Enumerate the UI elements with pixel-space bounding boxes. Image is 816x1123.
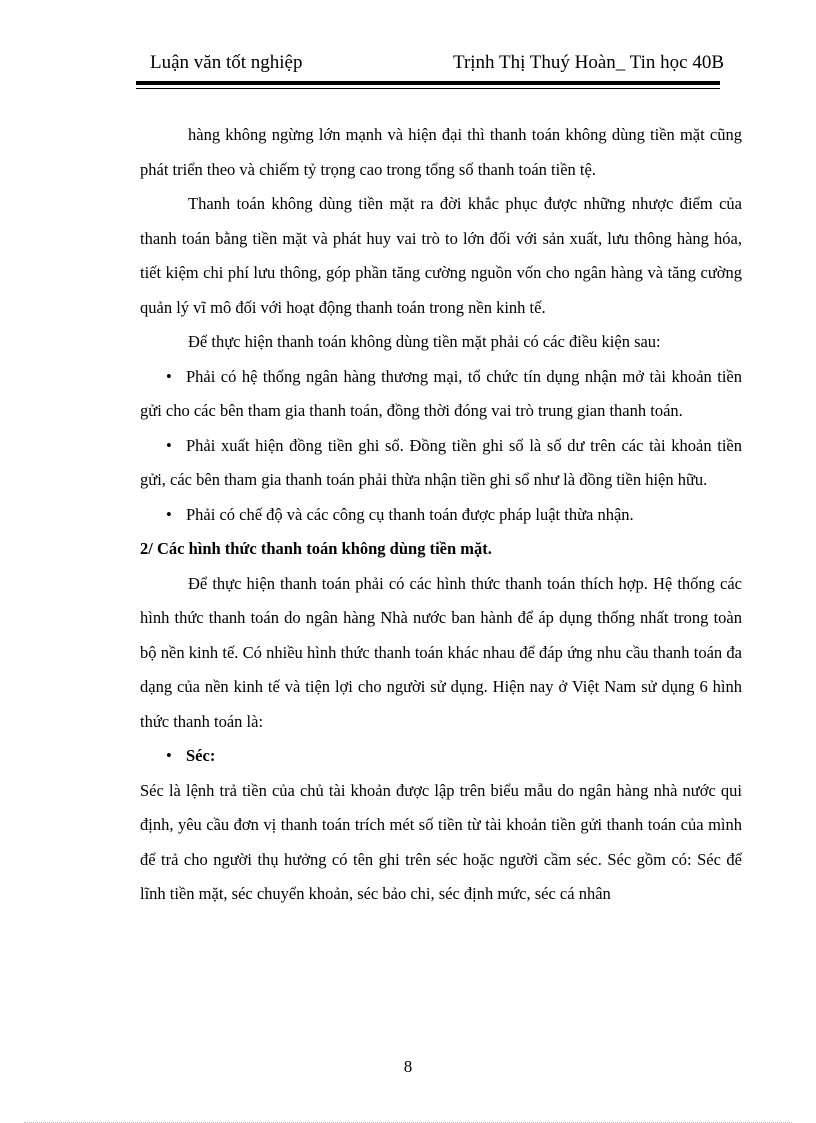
header-rule-thin: [136, 88, 720, 89]
page-number: 8: [403, 1057, 413, 1076]
header-author: Trịnh Thị Thuý Hoàn_ Tin học 40B: [453, 52, 724, 73]
bullet-icon: •: [166, 366, 172, 386]
bullet-icon: •: [166, 746, 172, 765]
bullet-text: Phải có chế độ và các công cụ thanh toán được pháp luật thừa nhận.: [186, 504, 634, 524]
bullet-item: [140, 429, 742, 498]
paragraph: hàng không ngừng lớn mạnh và hiện đại thì thanh toán không dùng tiền mặt cũng phát triển theo và chiếm tỷ trọng cao trong tổng số thanh toán tiền tệ.: [140, 125, 742, 179]
bullet-icon: •: [166, 504, 172, 524]
header-rule-thick: [136, 81, 720, 85]
bullet-text: Phải xuất hiện đồng tiền ghi sổ. Đồng tiền ghi sổ là số dư trên các tài khoản tiền gửi, các bên tham gia thanh toán phải thừa nhận tiền ghi sổ như là đồng tiền hiện hữu.: [140, 435, 742, 489]
bullet-icon: •: [166, 435, 172, 455]
bullet-item: [140, 498, 742, 533]
bullet-item: [140, 360, 742, 429]
section-heading: 2/ Các hình thức thanh toán không dùng tiền mặt.: [140, 539, 492, 558]
bullet-item: [140, 739, 742, 774]
header-left-title: Luận văn tốt nghiệp: [150, 52, 303, 73]
paragraph: Để thực hiện thanh toán không dùng tiền mặt phải có các điều kiện sau:: [188, 332, 661, 351]
paragraph: Để thực hiện thanh toán phải có các hình thức thanh toán thích hợp. Hệ thống các hình thức thanh toán do ngân hàng Nhà nước ban hành để áp dụng thống nhất trong toàn bộ nền kinh tế. Có nhiều hình thức thanh toán khác nhau để đáp ứng nhu cầu thanh toán đa dạng của nền kinh tế và tiện lợi cho người sử dụng. Hiện nay ở Việt Nam sử dụng 6 hình thức thanh toán là:: [140, 573, 742, 731]
bullet-text: Séc:: [186, 746, 216, 765]
page-header: [136, 52, 724, 78]
bullet-text: Phải có hệ thống ngân hàng thương mại, tổ chức tín dụng nhận mở tài khoản tiền gửi cho các bên tham gia thanh toán, đồng thời đóng vai trò trung gian thanh toán.: [140, 366, 742, 420]
paragraph: Séc là lệnh trả tiền của chủ tài khoản được lập trên biểu mẫu do ngân hàng nhà nước qui định, yêu cầu đơn vị thanh toán trích mét số tiền từ tài khoản tiền gửi thanh toán của mình để trả cho người thụ hưởng có tên ghi trên séc hoặc người cầm séc. Séc gồm có: Séc để lĩnh tiền mặt, séc chuyển khoản, séc bảo chi, séc định mức, séc cá nhân: [140, 780, 742, 903]
paragraph: Thanh toán không dùng tiền mặt ra đời khắc phục được những nhược điểm của thanh toán bằng tiền mặt và phát huy vai trò to lớn đối với sản xuất, lưu thông hàng hóa, tiết kiệm chi phí lưu thông, góp phần tăng cường nguồn vốn cho ngân hàng và tăng cường quản lý vĩ mô đối với hoạt động thanh toán trong nền kinh tế.: [140, 194, 742, 317]
document-body: [140, 118, 742, 912]
